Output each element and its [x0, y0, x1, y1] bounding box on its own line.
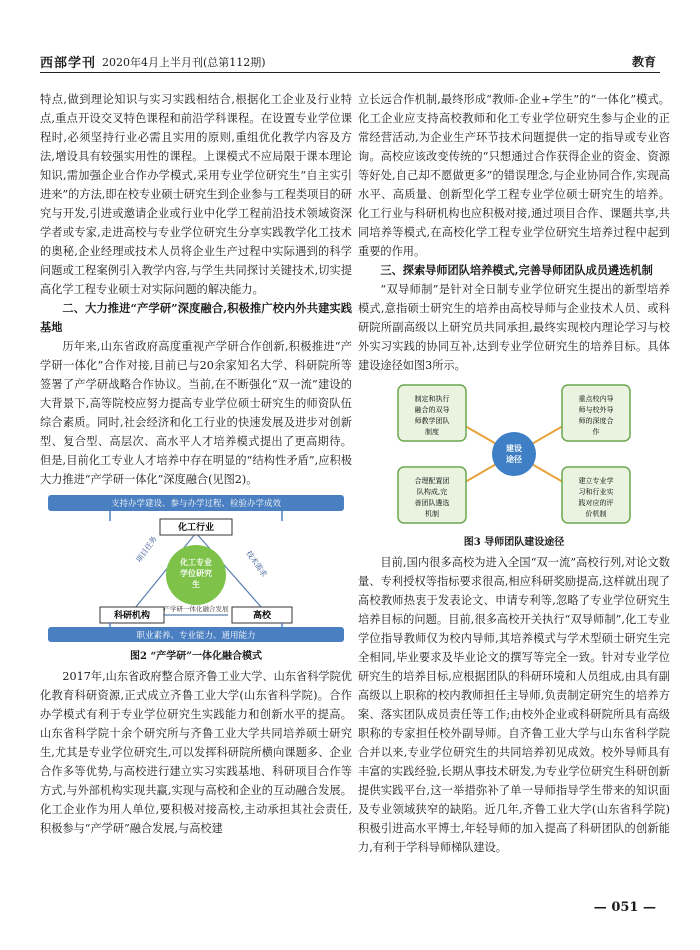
- section-heading: 二、大力推进“产学研”深度融合,积极推广校内外共建实践基地: [40, 301, 352, 334]
- path-bottom-right-l1: 建立专业学: [578, 477, 614, 485]
- center-label-1: 化工专业: [180, 558, 212, 567]
- section-heading: 三、探索导师团队培养模式,完善导师团队成员遴选机制: [380, 263, 653, 277]
- path-top-left-l1: 制定和执行: [414, 395, 450, 403]
- path-top-left-l2: 融合的双导: [414, 406, 450, 414]
- paragraph: “双导师制”是针对全日制专业学位研究生提出的新型培养模式,意指硕士研究生的培养由高校导师与企业技术人员、或科研院所副高级以上研究员共同承担,最终实现校内理论学习与校外实习实践的协同互补,达到专业学位研究生的培养目标。具体建设途径如图3所示。: [358, 283, 670, 372]
- right-column: [358, 90, 670, 857]
- figure-3: [358, 379, 670, 551]
- figure-2-diagram: [40, 493, 352, 643]
- path-bottom-right-l2: 习和行业实: [578, 488, 614, 496]
- paragraph: 目前,国内很多高校为进入全国“双一流”高校行列,对论文数量、专利授权等指标要求很高,相应科研奖励提高,这样就出现了高校教师热衷于发表论文、申请专利等,忽略了专业学位研究生培养目标的问题。目前,很多高校开关执行“双导师制”,化工专业学位指导教师仅为校内导师,其培养模式与学术型硕士研究生完全相同,毕业要求及毕业论文的撰写等完全一致。针对专业学位研究生的培养目标,应根据团队的科研环境和人员组成,由具有副高级以上职称的校内教师担任主导师,负责制定研究生的培养方案、落实团队成员责任等工作;由校外企业或科研院所具有高级职称的专家担任校外副导师。自齐鲁工业大学与山东省科学院合并以来,专业学位研究生的共同培养初见成效。校外导师具有丰富的实践经验,长期从事技术研发,为专业学位研究生科研创新提供实践平台,这一举措弥补了单一导师指导学生带来的知识面及专业领域狭窄的缺陷。近几年,齐鲁工业大学(山东省科学院)积极引进高水平博士,年轻导师的加入提高了科研团队的创新能力,有利于学科导师梯队建设。: [358, 556, 670, 854]
- path-bottom-left-l3: 善团队遴选: [414, 499, 450, 507]
- page-number: — 051 —: [593, 900, 656, 915]
- path-bottom-right-l4: 价机制: [585, 510, 607, 518]
- center-node: [492, 432, 536, 476]
- center-node-l2: 途径: [506, 455, 522, 464]
- center-label-3: 生: [192, 580, 200, 589]
- path-bottom-left-l4: 机制: [425, 510, 439, 518]
- center-node-l1: 建设: [506, 444, 522, 453]
- journal-logo: 西部学刊: [40, 56, 97, 71]
- path-bottom-right-l3: 践对应的评: [578, 499, 614, 507]
- path-top-right-l3: 师的深度合: [578, 417, 614, 425]
- path-bottom-left-l1: 合理配置团: [414, 477, 450, 485]
- journal-issue: 2020年4月上半月刊(总第112期): [102, 56, 266, 69]
- figure-3-caption: 图3 导师团队建设途径: [463, 537, 565, 548]
- center-label-2: 学位研究: [180, 569, 212, 578]
- figure-2-caption: 图2 “产学研”一体化融合模式: [130, 651, 262, 662]
- paragraph: 特点,做到理论知识与实习实践相结合,根据化工企业及行业特点,重点开设交叉特色课程和前沿学科课程。在设置专业学位课程时,必须坚持行业必需且实用的原则,重组优化教学内容及方法,增设具有较强实用性的课程。上课模式不应局限于课本理论知识,需加强企业合作办学模式,采用专业学位研究生“自主实引进来”的方法,即在校专业硕士研究生到企业参与工程类项目的研究与开发,引进或邀请企业或行业中化学工程前沿技术领域资深学者或专家,走进高校与专业学位研究生分享实践教学化工技术的奥秘,企业经理或技术人员将企业生产过程中实际遇到的科学问题或工程案例引入教学内容,与学生共同探讨关键技术,切实提高化学工程专业硕士对实际问题的解决能力。: [40, 93, 352, 296]
- path-top-left-l4: 制度: [425, 428, 439, 436]
- node-research-label: 科研机构: [113, 611, 151, 621]
- node-school-label: 高校: [252, 611, 272, 621]
- paragraph: 立长远合作机制,最终形成“教师-企业+学生”的“一体化”模式。化工企业应支持高校教师和化工专业学位研究生参与企业的正常经营活动,为企业生产环节技术问题提供一定的指导或专业咨询。高校应该改变传统的“只想通过合作获得企业的资金、资源等好处,自己却不愿做更多”的错误理念,与企业协同合作,实现高水平、高质量、创新型化学工程专业学位硕士研究生的培养。化工行业与科研机构也应积极对接,通过项目合作、课题共享,共同培养等模式,在高校化学工程专业学位研究生培养过程中起到重要的作用。: [358, 93, 670, 258]
- section-name: 教育: [631, 55, 656, 69]
- page-header: [40, 50, 660, 73]
- paragraph: 2017年,山东省政府整合原齐鲁工业大学、山东省科学院优化教育科研资源,正式成立齐鲁工业大学(山东省科学院)。合作办学模式有利于专业学位研究生实践能力和创新水平的提高。山东省科学院十余个研究所与齐鲁工业大学共同培养硕士研究生,尤其是专业学位研究生,可以发挥科研院所横向课题多、企业合作多等优势,与高校进行建立实习实践基地、科研项目合作等方式,与外部机构实现共赢,实现与高校和企业的互动融合发展。化工企业作为用人单位,要积极对接高校,主动承担其社会责任,积极参与“产学研”融合发展,与高校建: [40, 670, 352, 835]
- bottom-banner-text: 职业素养、专业能力、通用能力: [136, 631, 256, 641]
- top-banner-text: 支持办学建设、参与办学过程、检验办学成效: [110, 499, 282, 509]
- path-top-left-l3: 师教学团队: [414, 417, 450, 425]
- bottom-link-label: 产学研一体化融合发展: [163, 605, 229, 613]
- path-top-right-l2: 师与校外导: [578, 406, 614, 414]
- left-arrow-label: 项目任务: [134, 534, 159, 565]
- right-arrow-label: 技术需求: [244, 548, 269, 579]
- left-column: [40, 90, 352, 838]
- figure-3-diagram: [358, 379, 670, 529]
- path-bottom-left-l2: 队构成,完: [416, 488, 448, 496]
- node-industry-label: 化工行业: [177, 523, 215, 533]
- figure-2: [40, 493, 352, 665]
- path-top-right-l4: 作: [592, 428, 600, 436]
- path-top-right-l1: 重点校内导: [578, 395, 614, 403]
- paragraph: 历年来,山东省政府高度重视产学研合作创新,积极推进“产学研一体化”合作对接,目前已与20余家知名大学、科研院所等签署了产学研战略合作协议。当前,在不断强化“双一流”建设的大背景下,高等院校应努力提高专业学位硕士研究生的师资队伍综合素质。同时,社会经济和化工行业的快速发展及进步对创新型、复合型、高层次、高水平人才培养模式提出了更高期待。但是,目前化工专业人才培养中存在明显的“结构性矛盾”,应积极大力推进“产学研一体化”深度融合(见图2)。: [40, 340, 352, 486]
